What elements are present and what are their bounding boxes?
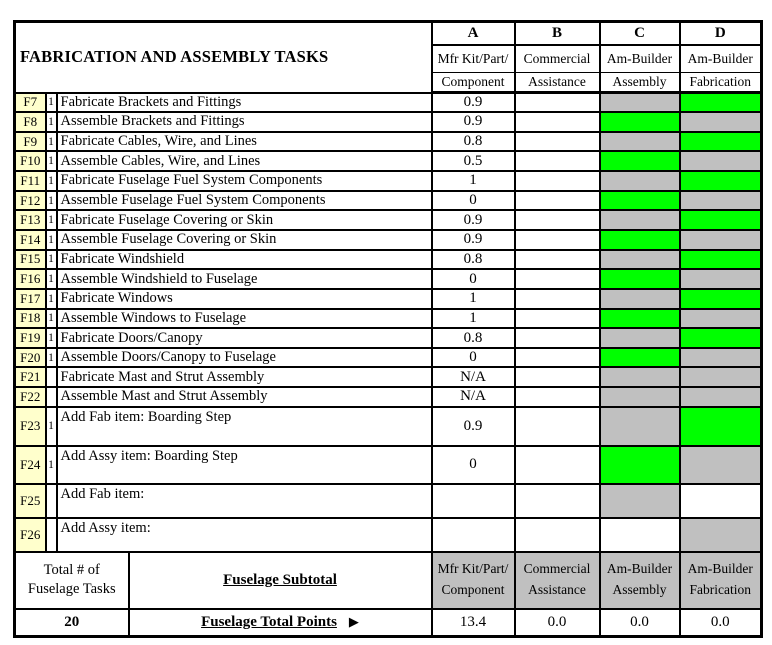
task-row-f13 xyxy=(15,210,762,230)
task-desc-cell: Fabricate Doors/Canopy xyxy=(57,328,432,348)
task-id-cell: F14 xyxy=(15,230,46,250)
task-row-f21 xyxy=(15,367,762,387)
totals-row xyxy=(15,609,762,637)
task-id-cell: F7 xyxy=(15,93,46,113)
task-desc-cell: Add Assy item: Boarding Step xyxy=(57,446,432,484)
col-c-mark-cell[interactable] xyxy=(600,191,680,211)
col-b-value-cell[interactable] xyxy=(515,151,600,171)
task-desc-cell: Add Fab item: xyxy=(57,484,432,518)
task-count-cell: 1 xyxy=(46,289,57,309)
col-c-mark-cell[interactable] xyxy=(600,151,680,171)
table-footer xyxy=(15,552,762,637)
task-count-cell: 1 xyxy=(46,328,57,348)
task-count-cell xyxy=(46,484,57,518)
column-c-letter: C xyxy=(600,22,680,46)
column-d-letter: D xyxy=(680,22,762,46)
task-id-cell: F9 xyxy=(15,132,46,152)
column-d-header-line1: Am-Builder xyxy=(680,45,762,73)
col-d-mark-cell[interactable] xyxy=(680,171,762,191)
task-id-cell: F8 xyxy=(15,112,46,132)
col-d-mark-cell[interactable] xyxy=(680,309,762,329)
col-b-value-cell[interactable] xyxy=(515,289,600,309)
col-c-mark-cell[interactable] xyxy=(600,210,680,230)
task-row-f9 xyxy=(15,132,762,152)
task-desc-cell: Fabricate Brackets and Fittings xyxy=(57,93,432,113)
col-c-mark-cell[interactable] xyxy=(600,171,680,191)
task-row-f16 xyxy=(15,269,762,289)
task-id-cell: F24 xyxy=(15,446,46,484)
column-a-header-line1: Mfr Kit/Part/ xyxy=(432,45,515,73)
task-desc-cell: Fabricate Windows xyxy=(57,289,432,309)
col-d-mark-cell[interactable] xyxy=(680,93,762,113)
total-points-label-cell xyxy=(129,609,432,637)
fabrication-tasks-table xyxy=(13,20,763,638)
col-a-value-cell[interactable]: 0.8 xyxy=(432,132,515,152)
col-b-value-cell[interactable] xyxy=(515,132,600,152)
col-a-value-cell[interactable]: 0.9 xyxy=(432,112,515,132)
task-id-cell: F15 xyxy=(15,250,46,270)
col-a-value-cell[interactable] xyxy=(432,484,515,518)
task-row-f24 xyxy=(15,446,762,484)
task-id-cell: F11 xyxy=(15,171,46,191)
col-a-value-cell[interactable]: 0.9 xyxy=(432,407,515,446)
task-desc-cell: Assemble Brackets and Fittings xyxy=(57,112,432,132)
task-count-cell xyxy=(46,518,57,552)
task-desc-cell: Assemble Cables, Wire, and Lines xyxy=(57,151,432,171)
col-c-mark-cell[interactable] xyxy=(600,484,680,518)
col-d-mark-cell[interactable] xyxy=(680,328,762,348)
col-c-mark-cell[interactable] xyxy=(600,518,680,552)
col-b-value-cell[interactable] xyxy=(515,367,600,387)
task-row-f18 xyxy=(15,309,762,329)
task-id-cell: F25 xyxy=(15,484,46,518)
task-count-cell: 1 xyxy=(46,309,57,329)
col-d-mark-cell[interactable] xyxy=(680,407,762,446)
total-points-a-value[interactable]: 13.4 xyxy=(432,609,515,637)
col-b-value-cell[interactable] xyxy=(515,269,600,289)
col-a-value-cell[interactable]: 0 xyxy=(432,191,515,211)
footer-col-a-line2: Component xyxy=(441,582,505,598)
footer-col-d-line1: Am-Builder xyxy=(687,561,753,577)
col-a-value-cell[interactable]: 0.9 xyxy=(432,93,515,113)
footer-column-b-header xyxy=(515,552,600,609)
subtotal-label: Fuselage Subtotal xyxy=(223,572,337,589)
column-c-header-line2: Assembly xyxy=(600,73,680,93)
col-a-value-cell[interactable]: N/A xyxy=(432,367,515,387)
col-c-mark-cell[interactable] xyxy=(600,230,680,250)
task-count-cell: 1 xyxy=(46,93,57,113)
column-b-letter: B xyxy=(515,22,600,46)
col-d-mark-cell[interactable] xyxy=(680,191,762,211)
col-d-mark-cell[interactable] xyxy=(680,269,762,289)
task-desc-cell: Assemble Mast and Strut Assembly xyxy=(57,387,432,407)
task-row-f14 xyxy=(15,230,762,250)
col-d-mark-cell[interactable] xyxy=(680,289,762,309)
footer-col-b-line1: Commercial xyxy=(523,561,591,577)
col-b-value-cell[interactable] xyxy=(515,230,600,250)
col-c-mark-cell[interactable] xyxy=(600,387,680,407)
task-desc-cell: Add Assy item: xyxy=(57,518,432,552)
col-c-mark-cell[interactable] xyxy=(600,289,680,309)
col-a-value-cell[interactable]: 0.8 xyxy=(432,250,515,270)
task-id-cell: F10 xyxy=(15,151,46,171)
table-header xyxy=(15,22,762,93)
task-desc-cell: Assemble Doors/Canopy to Fuselage xyxy=(57,348,432,368)
task-desc-cell: Assemble Fuselage Covering or Skin xyxy=(57,230,432,250)
col-c-mark-cell[interactable] xyxy=(600,348,680,368)
task-desc-cell: Assemble Windows to Fuselage xyxy=(57,309,432,329)
total-tasks-value[interactable]: 20 xyxy=(15,609,129,637)
col-b-value-cell[interactable] xyxy=(515,348,600,368)
col-a-value-cell[interactable]: 1 xyxy=(432,309,515,329)
column-b-header-line1: Commercial xyxy=(515,45,600,73)
col-d-mark-cell[interactable] xyxy=(680,348,762,368)
col-b-value-cell[interactable] xyxy=(515,250,600,270)
col-b-value-cell[interactable] xyxy=(515,93,600,113)
col-d-mark-cell[interactable] xyxy=(680,151,762,171)
col-b-value-cell[interactable] xyxy=(515,446,600,484)
col-c-mark-cell[interactable] xyxy=(600,112,680,132)
task-desc-cell: Fabricate Fuselage Covering or Skin xyxy=(57,210,432,230)
col-a-value-cell[interactable]: 0.8 xyxy=(432,328,515,348)
col-a-value-cell[interactable]: 0 xyxy=(432,348,515,368)
col-c-mark-cell[interactable] xyxy=(600,93,680,113)
task-row-f25 xyxy=(15,484,762,518)
col-b-value-cell[interactable] xyxy=(515,484,600,518)
task-id-cell: F23 xyxy=(15,407,46,446)
col-c-mark-cell[interactable] xyxy=(600,407,680,446)
column-a-letter: A xyxy=(432,22,515,46)
task-desc-cell: Fabricate Mast and Strut Assembly xyxy=(57,367,432,387)
col-c-mark-cell[interactable] xyxy=(600,367,680,387)
task-id-cell: F12 xyxy=(15,191,46,211)
table-title: FABRICATION AND ASSEMBLY TASKS xyxy=(15,22,432,93)
col-b-value-cell[interactable] xyxy=(515,191,600,211)
task-count-cell xyxy=(46,367,57,387)
arrow-right-icon: ▶ xyxy=(348,613,359,629)
col-b-value-cell[interactable] xyxy=(515,112,600,132)
task-id-cell: F20 xyxy=(15,348,46,368)
col-d-mark-cell[interactable] xyxy=(680,230,762,250)
task-row-f7 xyxy=(15,93,762,113)
task-count-cell: 1 xyxy=(46,210,57,230)
col-b-value-cell[interactable] xyxy=(515,210,600,230)
col-d-mark-cell[interactable] xyxy=(680,446,762,484)
footer-column-c-header xyxy=(600,552,680,609)
footer-col-b-line2: Assistance xyxy=(528,582,586,598)
task-row-f11 xyxy=(15,171,762,191)
task-row-f8 xyxy=(15,112,762,132)
task-count-cell xyxy=(46,387,57,407)
task-id-cell: F18 xyxy=(15,309,46,329)
total-tasks-label-line1: Total # of xyxy=(43,561,100,578)
task-row-f22 xyxy=(15,387,762,407)
col-d-mark-cell[interactable] xyxy=(680,518,762,552)
header-row-letters xyxy=(15,22,762,46)
col-d-mark-cell[interactable] xyxy=(680,210,762,230)
task-id-cell: F21 xyxy=(15,367,46,387)
task-row-f20 xyxy=(15,348,762,368)
task-count-cell: 1 xyxy=(46,112,57,132)
total-points-c-value[interactable]: 0.0 xyxy=(600,609,680,637)
task-row-f19 xyxy=(15,328,762,348)
task-count-cell: 1 xyxy=(46,446,57,484)
col-d-mark-cell[interactable] xyxy=(680,250,762,270)
task-count-cell: 1 xyxy=(46,250,57,270)
col-c-mark-cell[interactable] xyxy=(600,309,680,329)
task-count-cell: 1 xyxy=(46,407,57,446)
col-a-value-cell[interactable]: 0 xyxy=(432,446,515,484)
col-c-mark-cell[interactable] xyxy=(600,132,680,152)
col-b-value-cell[interactable] xyxy=(515,407,600,446)
task-rows xyxy=(15,93,762,552)
col-d-mark-cell[interactable] xyxy=(680,387,762,407)
task-count-cell: 1 xyxy=(46,191,57,211)
col-b-value-cell[interactable] xyxy=(515,171,600,191)
column-b-header-line2: Assistance xyxy=(515,73,600,93)
task-id-cell: F19 xyxy=(15,328,46,348)
task-desc-cell: Assemble Fuselage Fuel System Components xyxy=(57,191,432,211)
total-tasks-label-cell xyxy=(15,552,129,609)
col-c-mark-cell[interactable] xyxy=(600,328,680,348)
col-b-value-cell[interactable] xyxy=(515,328,600,348)
task-row-f12 xyxy=(15,191,762,211)
column-d-header-line2: Fabrication xyxy=(680,73,762,93)
task-desc-cell: Fabricate Fuselage Fuel System Components xyxy=(57,171,432,191)
col-c-mark-cell[interactable] xyxy=(600,269,680,289)
subtotal-header-row xyxy=(15,552,762,609)
task-id-cell: F26 xyxy=(15,518,46,552)
footer-col-c-line1: Am-Builder xyxy=(606,561,673,577)
col-d-mark-cell[interactable] xyxy=(680,132,762,152)
task-desc-cell: Assemble Windshield to Fuselage xyxy=(57,269,432,289)
col-a-value-cell[interactable]: 0.5 xyxy=(432,151,515,171)
task-count-cell: 1 xyxy=(46,171,57,191)
col-a-value-cell[interactable]: 0.9 xyxy=(432,210,515,230)
col-b-value-cell[interactable] xyxy=(515,518,600,552)
task-desc-cell: Fabricate Windshield xyxy=(57,250,432,270)
task-count-cell: 1 xyxy=(46,132,57,152)
total-tasks-label-line2: Fuselage Tasks xyxy=(27,581,116,598)
footer-col-d-line2: Fabrication xyxy=(689,582,751,598)
footer-col-a-line1: Mfr Kit/Part/ xyxy=(437,561,509,577)
col-d-mark-cell[interactable] xyxy=(680,484,762,518)
column-c-header-line1: Am-Builder xyxy=(600,45,680,73)
col-a-value-cell[interactable] xyxy=(432,518,515,552)
footer-column-a-header xyxy=(432,552,515,609)
task-id-cell: F17 xyxy=(15,289,46,309)
total-points-b-value[interactable]: 0.0 xyxy=(515,609,600,637)
task-row-f15 xyxy=(15,250,762,270)
col-a-value-cell[interactable]: 1 xyxy=(432,289,515,309)
task-row-f26 xyxy=(15,518,762,552)
task-desc-cell: Add Fab item: Boarding Step xyxy=(57,407,432,446)
task-id-cell: F13 xyxy=(15,210,46,230)
column-a-header-line2: Component xyxy=(432,73,515,93)
col-d-mark-cell[interactable] xyxy=(680,112,762,132)
col-a-value-cell[interactable]: 0.9 xyxy=(432,230,515,250)
subtotal-label-cell xyxy=(129,552,432,609)
task-row-f17 xyxy=(15,289,762,309)
col-b-value-cell[interactable] xyxy=(515,387,600,407)
task-count-cell: 1 xyxy=(46,151,57,171)
task-desc-cell: Fabricate Cables, Wire, and Lines xyxy=(57,132,432,152)
task-id-cell: F22 xyxy=(15,387,46,407)
col-d-mark-cell[interactable] xyxy=(680,367,762,387)
total-points-d-value[interactable]: 0.0 xyxy=(680,609,762,637)
col-a-value-cell[interactable]: 0 xyxy=(432,269,515,289)
footer-column-d-header xyxy=(680,552,762,609)
task-row-f23 xyxy=(15,407,762,446)
task-count-cell: 1 xyxy=(46,269,57,289)
task-row-f10 xyxy=(15,151,762,171)
col-a-value-cell[interactable]: 1 xyxy=(432,171,515,191)
task-count-cell: 1 xyxy=(46,348,57,368)
task-count-cell: 1 xyxy=(46,230,57,250)
col-a-value-cell[interactable]: N/A xyxy=(432,387,515,407)
col-c-mark-cell[interactable] xyxy=(600,250,680,270)
total-points-label: Fuselage Total Points xyxy=(201,613,337,630)
footer-col-c-line2: Assembly xyxy=(612,582,667,598)
col-c-mark-cell[interactable] xyxy=(600,446,680,484)
col-b-value-cell[interactable] xyxy=(515,309,600,329)
task-id-cell: F16 xyxy=(15,269,46,289)
